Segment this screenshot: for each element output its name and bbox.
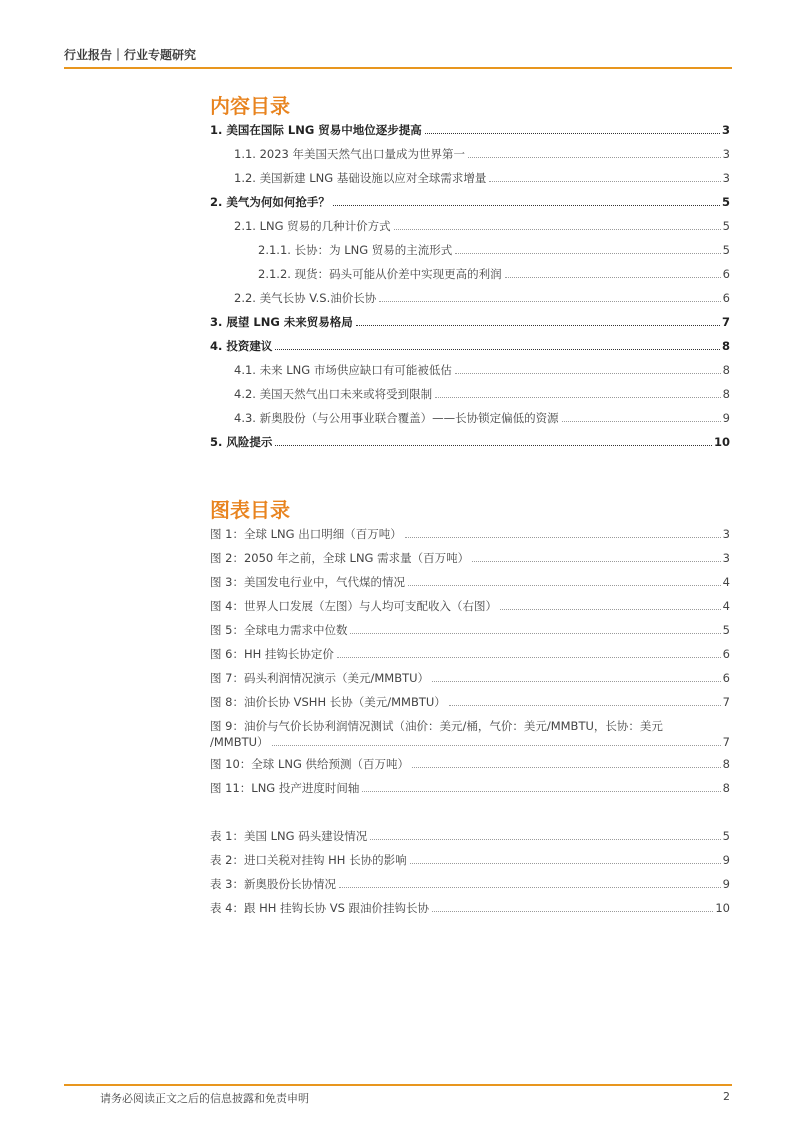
figures-list <box>210 526 730 804</box>
table-entry[interactable]: 表 4：跟 HH 挂钩长协 VS 跟油价挂钩长协 10 <box>210 901 730 915</box>
page-header <box>64 46 732 69</box>
toc-title: 内容目录 <box>210 94 290 118</box>
figure-entry[interactable]: 图 4：世界人口发展（左图）与人均可支配收入（右图） 4 <box>210 599 730 613</box>
toc-entry[interactable]: 2. 美气为何如何抢手？ 5 <box>210 195 730 209</box>
figure-entry[interactable]: 图 1：全球 LNG 出口明细（百万吨） 3 <box>210 527 730 541</box>
figure-entry[interactable]: 图 11：LNG 投产进度时间轴 8 <box>210 781 730 795</box>
tables-list <box>210 828 730 924</box>
table-entry[interactable]: 表 1：美国 LNG 码头建设情况 5 <box>210 829 730 843</box>
toc-entry[interactable]: 4.3. 新奥股份（与公用事业联合覆盖）——长协锁定偏低的资源 9 <box>234 411 730 425</box>
toc-entry[interactable]: 4.2. 美国天然气出口未来或将受到限制 8 <box>234 387 730 401</box>
toc-entry[interactable]: 2.2. 美气长协 V.S.油价长协 6 <box>234 291 730 305</box>
header-title: 行业报告｜行业专题研究 <box>64 48 197 62</box>
page-number: 2 <box>723 1090 730 1103</box>
toc-entry[interactable]: 1.2. 美国新建 LNG 基础设施以应对全球需求增量 3 <box>234 171 730 185</box>
figure-entry[interactable]: 图 10：全球 LNG 供给预测（百万吨） 8 <box>210 757 730 771</box>
table-entry[interactable]: 表 3：新奥股份长协情况 9 <box>210 877 730 891</box>
figure-entry[interactable]: 图 2：2050 年之前，全球 LNG 需求量（百万吨） 3 <box>210 551 730 565</box>
toc-entry[interactable]: 2.1. LNG 贸易的几种计价方式 5 <box>234 219 730 233</box>
figure-entry[interactable]: 图 5：全球电力需求中位数 5 <box>210 623 730 637</box>
figure-entry[interactable]: 图 7：码头利润情况演示（美元/MMBTU） 6 <box>210 671 730 685</box>
toc-entry[interactable]: 1.1. 2023 年美国天然气出口量成为世界第一 3 <box>234 147 730 161</box>
toc-entry[interactable]: 2.1.2. 现货：码头可能从价差中实现更高的利润 6 <box>258 267 730 281</box>
toc-entry[interactable]: 5. 风险提示 10 <box>210 435 730 449</box>
footer-rule <box>64 1084 732 1086</box>
toc-entry[interactable]: 4. 投资建议 8 <box>210 339 730 353</box>
figure-entry[interactable]: 图 9：油价与气价长协利润情况测试（油价：美元/桶，气价：美元/MMBTU，长协：美元 /MMBTU） 7 <box>210 719 730 749</box>
figure-entry[interactable]: 图 8：油价长协 VSHH 长协（美元/MMBTU） 7 <box>210 695 730 709</box>
figure-entry[interactable]: 图 6：HH 挂钩长协定价 6 <box>210 647 730 661</box>
toc-entry[interactable]: 2.1.1. 长协：为 LNG 贸易的主流形式 5 <box>258 243 730 257</box>
toc-entry[interactable]: 3. 展望 LNG 未来贸易格局 7 <box>210 315 730 329</box>
toc-entry[interactable]: 4.1. 未来 LNG 市场供应缺口有可能被低估 8 <box>234 363 730 377</box>
table-entry[interactable]: 表 2：进口关税对挂钩 HH 长协的影响 9 <box>210 853 730 867</box>
toc-entry[interactable]: 1. 美国在国际 LNG 贸易中地位逐步提高 3 <box>210 123 730 137</box>
figures-title: 图表目录 <box>210 498 290 522</box>
figure-entry[interactable]: 图 3：美国发电行业中，气代煤的情况 4 <box>210 575 730 589</box>
footer-disclaimer: 请务必阅读正文之后的信息披露和免责申明 <box>100 1092 309 1105</box>
toc-list <box>210 122 730 458</box>
